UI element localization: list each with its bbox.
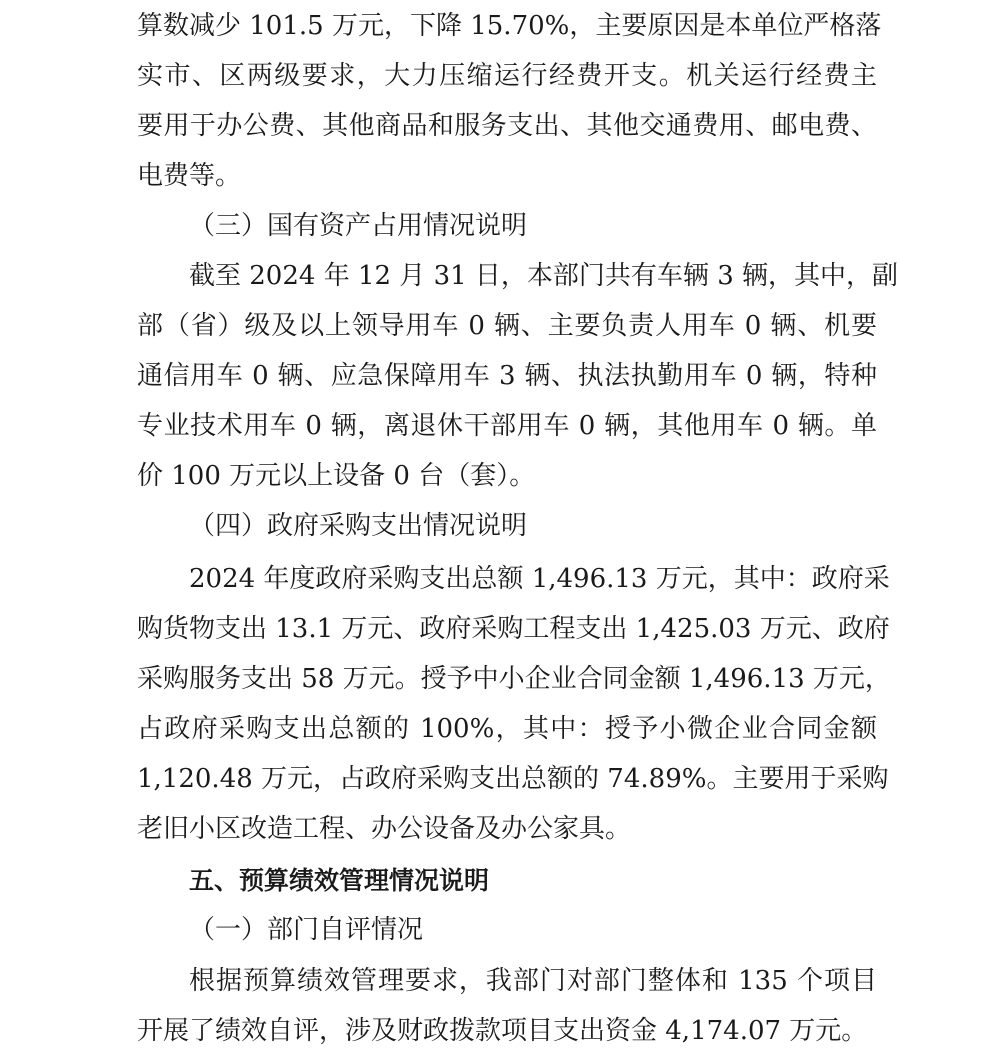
paragraph-line: 根据预算绩效管理要求，我部门对部门整体和 135 个项目 [189,966,877,996]
paragraph-line: 占政府采购支出总额的 100%，其中：授予小微企业合同金额 [137,714,877,744]
paragraph-line: 实市、区两级要求，大力压缩运行经费开支。机关运行经费主 [137,61,877,91]
paragraph-line: 专业技术用车 0 辆，离退休干部用车 0 辆，其他用车 0 辆。单 [137,411,877,441]
paragraph-line: 采购服务支出 58 万元。授予中小企业合同金额 1,496.13 万元， [137,664,891,694]
paragraph-line: 截至 2024 年 12 月 31 日，本部门共有车辆 3 辆，其中，副 [189,261,898,291]
paragraph-line: 购货物支出 13.1 万元、政府采购工程支出 1,425.03 万元、政府 [137,614,890,644]
section-heading-procurement: （四）政府采购支出情况说明 [189,511,528,541]
paragraph-line: 1,120.48 万元，占政府采购支出总额的 74.89%。主要用于采购 [137,764,889,794]
section-heading-assets: （三）国有资产占用情况说明 [189,211,528,241]
paragraph-line: 老旧小区改造工程、办公设备及办公家具。 [137,814,632,844]
paragraph-line: 部（省）级及以上领导用车 0 辆、主要负责人用车 0 辆、机要 [137,311,877,341]
section-heading-self-evaluation: （一）部门自评情况 [189,915,424,945]
paragraph-line: 电费等。 [137,161,242,191]
paragraph-line: 2024 年度政府采购支出总额 1,496.13 万元，其中：政府采 [189,564,890,594]
paragraph-line: 通信用车 0 辆、应急保障用车 3 辆、执法执勤用车 0 辆，特种 [137,361,877,391]
paragraph-line: 算数减少 101.5 万元，下降 15.70%，主要原因是本单位严格落 [137,11,882,41]
paragraph-line: 要用于办公费、其他商品和服务支出、其他交通费用、邮电费、 [137,111,877,141]
paragraph-line: 开展了绩效自评，涉及财政拨款项目支出资金 4,174.07 万元。 [137,1016,868,1046]
chapter-heading-performance: 五、预算绩效管理情况说明 [189,866,490,895]
paragraph-line: 价 100 万元以上设备 0 台（套）。 [137,461,536,491]
